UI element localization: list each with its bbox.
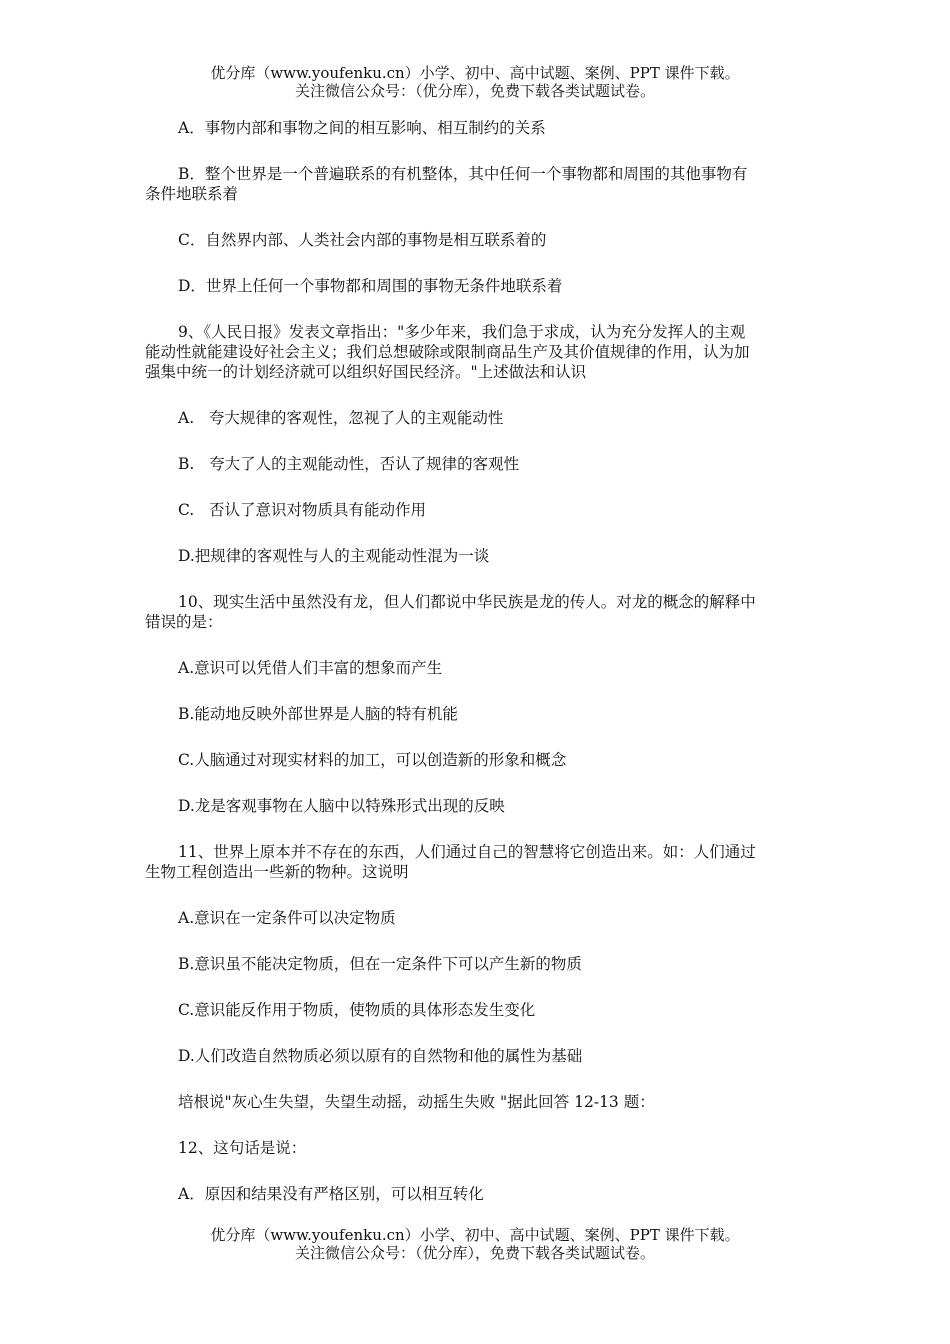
q11-option-b: B.意识虽不能决定物质，但在一定条件下可以产生新的物质 [178, 955, 582, 973]
footer-line-1: 优分库（www.youfenku.cn）小学、初中、高中试题、案例、PPT 课件下载。 [210, 1226, 740, 1244]
q11-option-a: A.意识在一定条件可以决定物质 [178, 909, 396, 927]
question-9: 9、《人民日报》发表文章指出："多少年来，我们急于求成，认为充分发挥人的主观 能动性就能建设好社会主义；我们总想破除或限制商品生产及其价值规律的作用，认为加 强集中统一的计划经济就可以组织好国民经济。"上述做法和认识 [145, 323, 750, 381]
q8-option-c: C．自然界内部、人类社会内部的事物是相互联系着的 [178, 231, 547, 249]
bacon-quote-intro: 培根说"灰心生失望，失望生动摇，动摇生失败 "据此回答 12-13 题： [178, 1093, 655, 1111]
q10-option-d: D.龙是客观事物在人脑中以特殊形式出现的反映 [178, 797, 505, 815]
q9-option-c: C. 否认了意识对物质具有能动作用 [178, 501, 427, 519]
header-line-2: 关注微信公众号：（优分库），免费下载各类试题试卷。 [294, 82, 655, 100]
question-12: 12、这句话是说： [178, 1139, 307, 1157]
question-11: 11、世界上原本并不存在的东西，人们通过自己的智慧将它创造出来。如：人们通过 生物工程创造出一些新的物种。这说明 [145, 843, 756, 881]
q10-option-c: C.人脑通过对现实材料的加工，可以创造新的形象和概念 [178, 751, 567, 769]
page-footer [0, 1226, 950, 1262]
page-header [0, 64, 950, 100]
question-10: 10、现实生活中虽然没有龙，但人们都说中华民族是龙的传人。对龙的概念的解释中 错误的是： [145, 593, 756, 631]
q10-option-b: B.能动地反映外部世界是人脑的特有机能 [178, 705, 458, 723]
header-line-1: 优分库（www.youfenku.cn）小学、初中、高中试题、案例、PPT 课件下载。 [210, 64, 740, 82]
q8-option-a: A．事物内部和事物之间的相互影响、相互制约的关系 [178, 119, 546, 137]
q10-option-a: A.意识可以凭借人们丰富的想象而产生 [178, 659, 443, 677]
document-body [145, 118, 805, 1204]
q9-option-a: A. 夸大规律的客观性，忽视了人的主观能动性 [178, 409, 504, 427]
q9-option-b: B. 夸大了人的主观能动性，否认了规律的客观性 [178, 455, 520, 473]
footer-line-2: 关注微信公众号：（优分库），免费下载各类试题试卷。 [294, 1244, 655, 1262]
q12-option-a: A．原因和结果没有严格区别，可以相互转化 [178, 1185, 484, 1203]
q11-option-d: D.人们改造自然物质必须以原有的自然物和他的属性为基础 [178, 1047, 583, 1065]
q11-option-c: C.意识能反作用于物质，使物质的具体形态发生变化 [178, 1001, 536, 1019]
q8-option-b: B．整个世界是一个普遍联系的有机整体，其中任何一个事物都和周围的其他事物有 条件地联系着 [145, 165, 748, 203]
q8-option-d: D．世界上任何一个事物都和周围的事物无条件地联系着 [178, 277, 563, 295]
q9-option-d: D.把规律的客观性与人的主观能动性混为一谈 [178, 547, 490, 565]
